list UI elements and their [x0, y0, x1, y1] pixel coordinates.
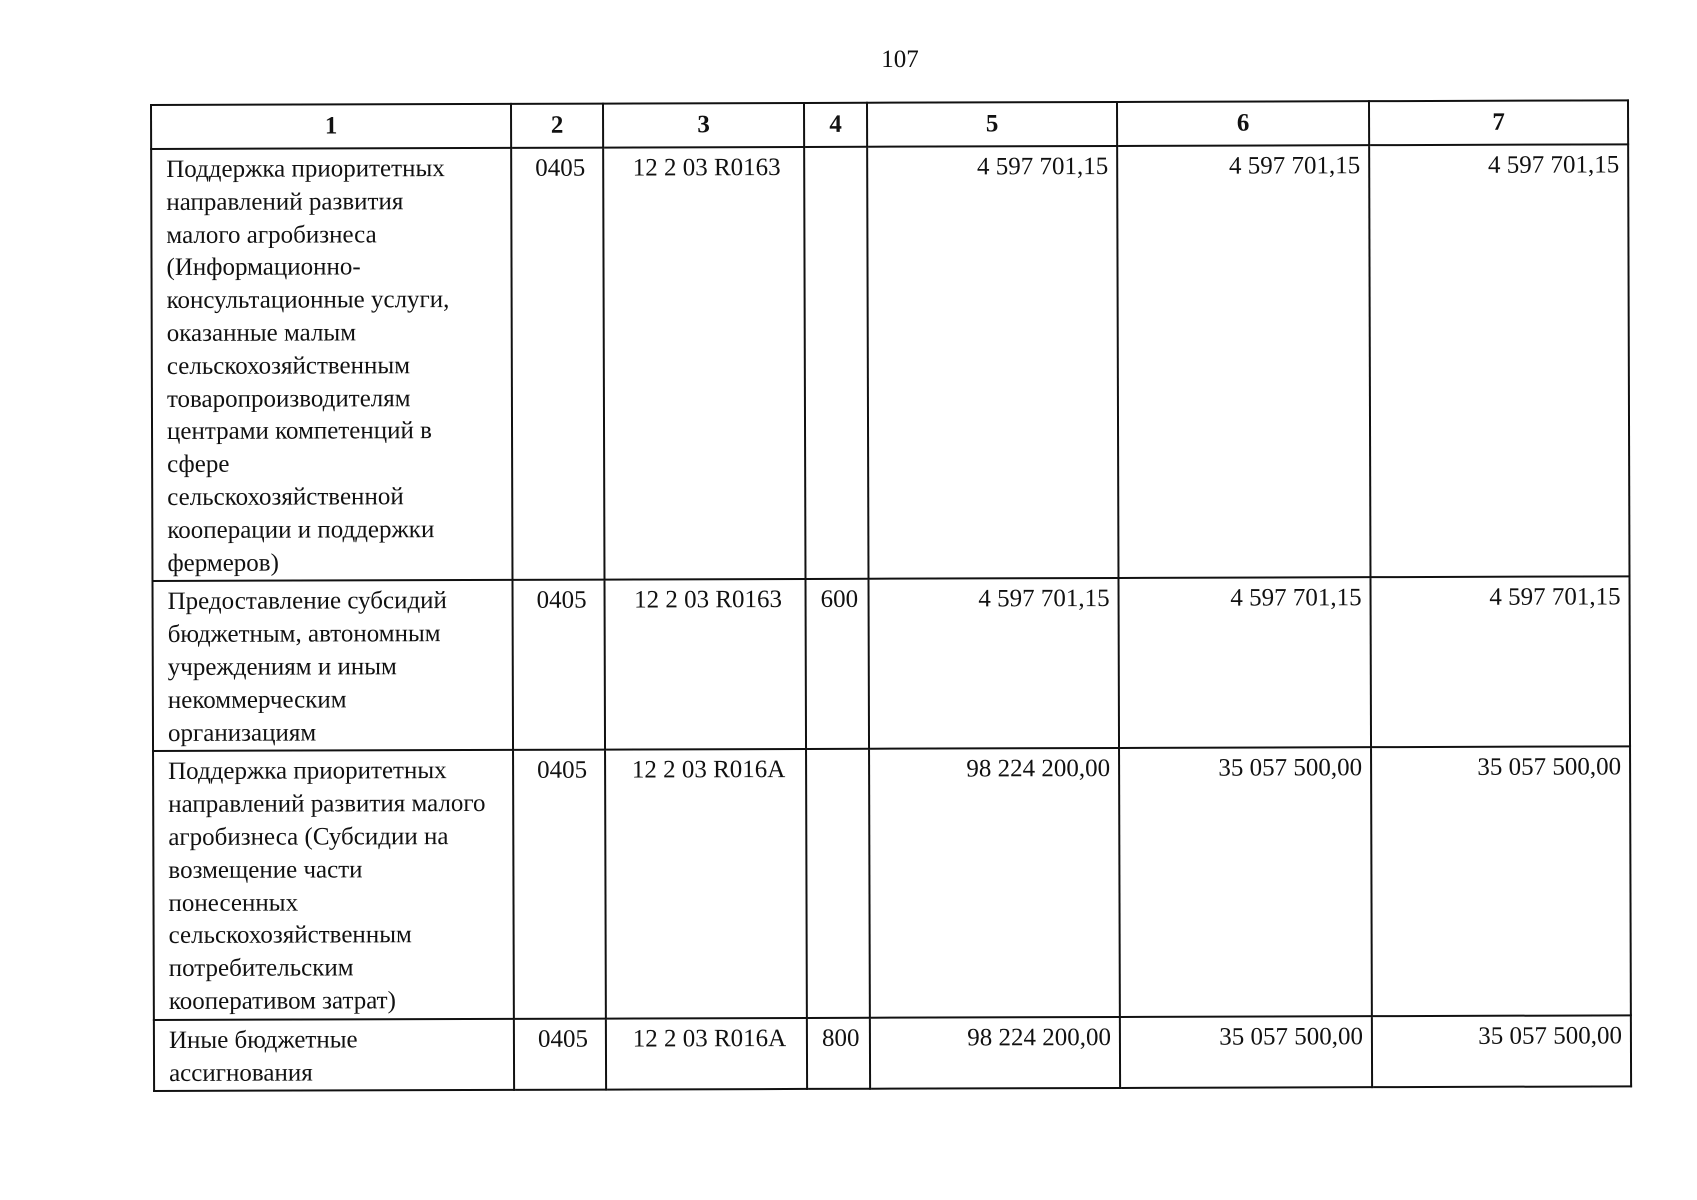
row-type-cell [804, 147, 868, 580]
row-sum2-cell: 35 057 500,00 [1120, 1016, 1372, 1088]
row-section-cell: 0405 [511, 148, 604, 581]
row-target-cell: 12 2 03 R016A [605, 749, 807, 1018]
row-name-cell: Иные бюджетные ассигнования [154, 1019, 514, 1092]
header-col-4: 4 [804, 103, 867, 147]
row-name-cell: Поддержка приоритетных направлений развития малого агробизнеса (Информационно-консультационные услуги, оказанные малым сельскохозяйственным товаропроизводителям центрами компетенций в сфере сельскохозяйственной кооперации и поддержки фермеров) [151, 148, 512, 581]
row-sum1-cell: 98 224 200,00 [869, 748, 1120, 1017]
row-name-cell: Предоставление субсидий бюджетным, автономным учреждениям и иным некоммерческим организациям [152, 580, 513, 751]
row-sum2-cell: 35 057 500,00 [1119, 748, 1372, 1017]
row-sum3-cell: 35 057 500,00 [1372, 1015, 1631, 1087]
row-sum1-cell: 4 597 701,15 [868, 578, 1119, 749]
row-sum3-cell: 35 057 500,00 [1371, 747, 1631, 1016]
table-row [152, 577, 1630, 752]
header-col-6: 6 [1117, 101, 1369, 146]
row-target-cell: 12 2 03 R0163 [603, 147, 805, 580]
table-header [151, 100, 1628, 149]
header-col-2: 2 [511, 104, 603, 148]
header-col-3: 3 [603, 103, 804, 148]
header-col-1: 1 [151, 104, 511, 149]
row-type-cell: 800 [807, 1017, 870, 1089]
row-sum2-cell: 4 597 701,15 [1118, 578, 1371, 749]
row-section-cell: 0405 [512, 580, 605, 750]
table-row [153, 747, 1631, 1020]
budget-table [150, 99, 1632, 1092]
row-target-cell: 12 2 03 R0163 [604, 579, 806, 750]
table-row [154, 1015, 1631, 1091]
row-sum3-cell: 4 597 701,15 [1370, 577, 1630, 748]
row-type-cell: 600 [805, 579, 869, 749]
header-col-7: 7 [1369, 100, 1628, 145]
header-row [151, 100, 1628, 149]
row-sum3-cell: 4 597 701,15 [1369, 144, 1629, 577]
page-number: 107 [881, 46, 919, 73]
row-name-cell: Поддержка приоритетных направлений развития малого агробизнеса (Субсидии на возмещение части понесенных сельскохозяйственным потребительским кооперативом затрат) [153, 750, 514, 1020]
row-sum2-cell: 4 597 701,15 [1117, 145, 1370, 578]
table-row [151, 144, 1629, 581]
row-section-cell: 0405 [513, 750, 606, 1019]
header-col-5: 5 [867, 102, 1117, 147]
row-sum1-cell: 4 597 701,15 [867, 146, 1118, 579]
row-sum1-cell: 98 224 200,00 [870, 1017, 1120, 1089]
row-type-cell [806, 749, 870, 1018]
row-section-cell: 0405 [514, 1018, 606, 1090]
table-body [151, 144, 1631, 1091]
row-target-cell: 12 2 03 R016A [606, 1018, 807, 1090]
